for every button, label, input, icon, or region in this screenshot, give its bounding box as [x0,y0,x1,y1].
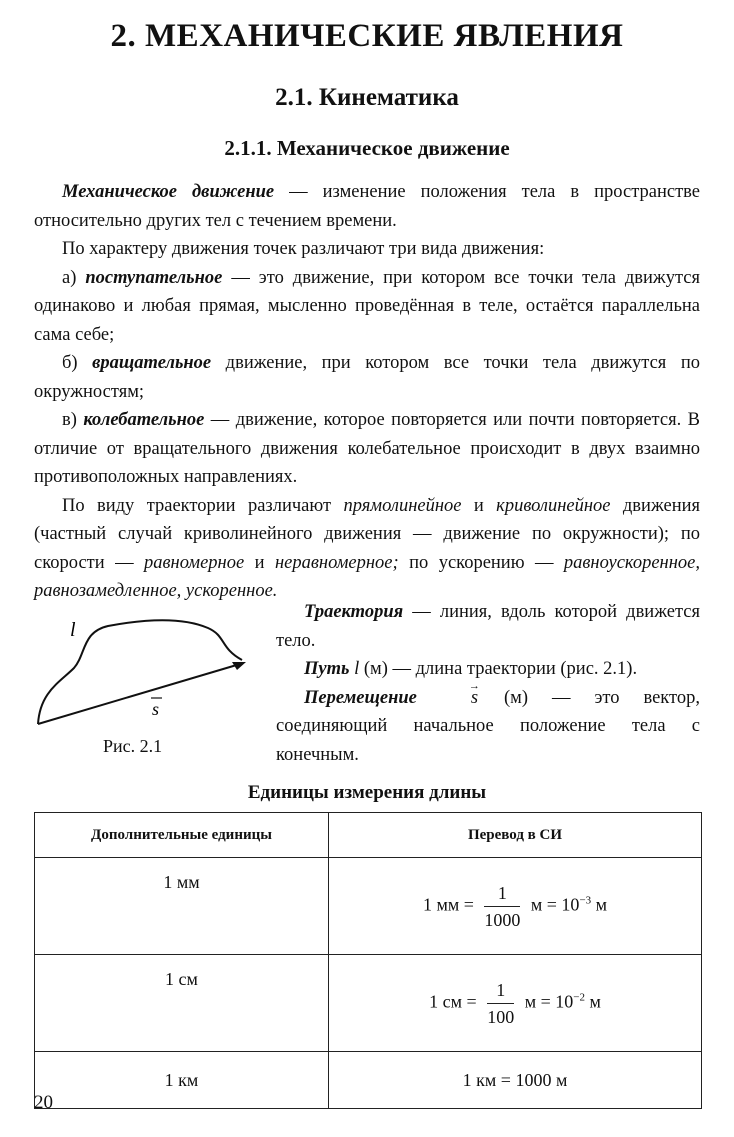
table-row [35,858,702,955]
subsection-title: 2.1.1. Механическое движение [224,136,510,160]
definition-path [276,655,700,684]
trajectory-diagram [30,612,258,732]
cell-conversion [329,858,702,955]
italic-term: криволинейное [496,495,611,516]
paragraph-text: — изменение положения тела в пространстве относительно других тел с течением времени. [34,182,701,231]
text-run: По виду траектории различают [62,495,344,516]
symbol-displacement: → s [441,684,480,713]
table-title: Единицы измерения длины [247,782,487,803]
italic-term: равноускоренное, равнозамедленное, ускоренное. [34,552,701,601]
paragraph-types: По характеру движения точек различают три вида движения: [62,239,545,259]
paragraph-classification [34,492,700,606]
chapter-title: 2. МЕХАНИЧЕСКИЕ ЯВЛЕНИЯ [110,18,624,54]
formula-unit: м [584,991,601,1012]
fraction-numerator: 1 [487,977,514,1004]
paragraph-rotational [34,349,700,406]
term-oscillatory: колебательное [83,410,205,430]
table-header-row [35,813,702,858]
italic-term: неравномерное; [274,552,399,573]
text-run: движения (частный случай криволинейного движения — движение по окружности); по скорости — [34,495,701,573]
figure-trajectory [30,612,258,772]
fraction [487,977,514,1030]
definition-text: — длина траектории (рис. 2.1). [387,659,638,679]
fraction-numerator: 1 [484,880,520,907]
fraction [484,880,520,933]
header-si-conversion: Перевод в СИ [329,813,702,858]
table-row [35,1052,702,1109]
list-marker: а) [62,267,86,288]
cell-unit: 1 км [35,1052,329,1109]
term-rotational: вращательное [92,353,212,373]
italic-term: равномерное [144,552,245,573]
text-run: и [461,495,497,516]
cell-conversion [329,955,702,1052]
section-title: 2.1. Кинематика [275,84,459,111]
formula-lhs: 1 мм = [422,894,474,915]
paragraph-text: движение, при котором все точки тела движутся по окружностям; [34,353,700,402]
text-run: по ускорению — [398,552,564,573]
label-displacement: s [152,699,160,719]
definition-text: — это вектор, соединяющий начальное положение тела с конечным. [276,687,701,765]
term-path: Путь [304,659,350,679]
exponent: −3 [579,894,592,907]
definition-trajectory [276,598,700,655]
term-mechanical-motion: Механическое движение [62,182,275,202]
fraction-denominator: 1000 [484,909,521,930]
page-number: 20 [34,1092,53,1113]
formula-unit: м [591,894,608,915]
definition-text: — линия, вдоль которой движется тело. [276,602,700,651]
paragraph-definition [34,178,700,235]
unit-text: (м) [480,687,529,708]
figure-caption: Рис. 2.1 [103,736,163,756]
paragraph-text: — это движение, при котором все точки тела движутся одинаково и любая прямая, мысленно проведённая в теле, остаётся параллельна сама себе; [34,267,700,345]
formula-rhs: м = 10 [530,894,580,915]
formula-rhs: м = 10 [524,991,574,1012]
paragraph-text: — движение, которое повторяется или почти повторяется. В отличие от вращательного движения колебательное происходит в двух взаимно противоположных направлениях. [34,410,700,487]
cell-unit: 1 мм [35,858,329,955]
header-additional-units: Дополнительные единицы [35,813,329,858]
term-translational: поступательное [85,267,223,288]
fraction-denominator: 100 [487,1006,515,1027]
definition-displacement [276,684,700,770]
italic-term: прямолинейное [343,495,462,516]
cell-unit: 1 см [35,955,329,1052]
label-path: l [70,619,76,641]
term-trajectory: Траектория [304,602,404,622]
symbol-path: l [354,659,360,679]
unit-text: (м) [359,659,388,679]
formula-lhs: 1 см = [429,991,477,1012]
cell-conversion: 1 км = 1000 м [329,1052,702,1109]
text-run: и [244,552,275,573]
term-displacement: Перемещение [304,687,417,708]
units-table [34,812,702,1109]
paragraph-translational [34,264,700,350]
paragraph-oscillatory [34,406,700,492]
exponent: −2 [573,991,585,1004]
list-marker: в) [62,410,84,430]
main-text [34,178,700,606]
list-marker: б) [62,353,93,373]
definitions-block [276,598,700,769]
table-row [35,955,702,1052]
